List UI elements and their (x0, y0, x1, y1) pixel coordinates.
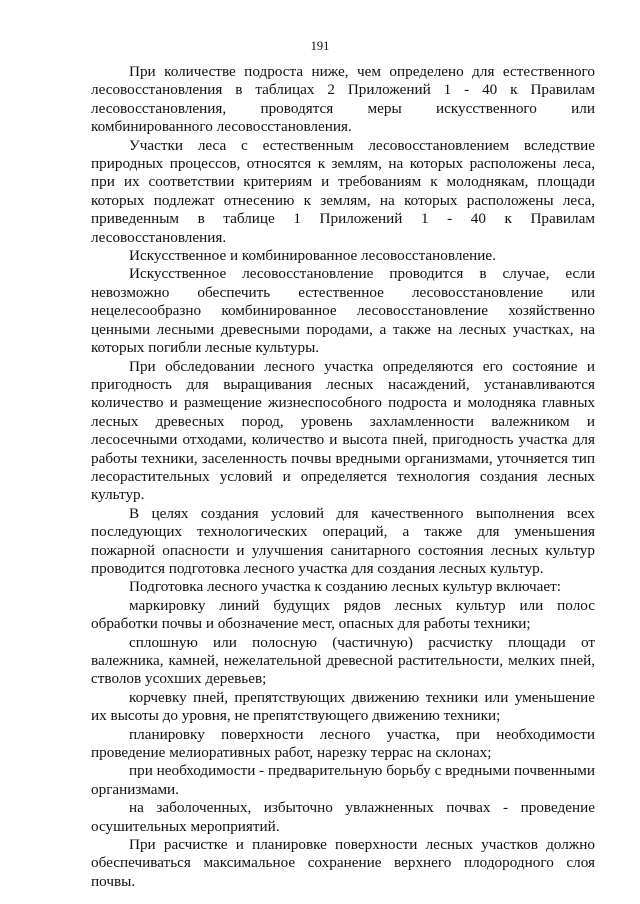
section-heading: Искусственное и комбинированное лесовосстановление. (129, 247, 496, 265)
paragraph: При обследовании лесного участка определяются его состояние и пригодность для выращивания лесных насаждений, устанавливаются количество и размещение жизнеспособного подроста и молодняка главных лесных древесных пород, уровень захламленности валежником и лесосечными отходами, количество и высота пней, пригодность участка для работы техники, заселенность почвы вредными организмами, уточняется тип лесорастительных условий и определяется технология создания лесных культур. (91, 357, 595, 504)
list-item: при необходимости - предварительную борьбу с вредными почвенными организмами. (91, 762, 595, 798)
list-item: на заболоченных, избыточно увлажненных почвах - проведение осушительных мероприятий. (91, 799, 595, 835)
paragraph: При расчистке и планировке поверхности лесных участков должно обеспечиваться максимальное сохранение верхнего плодородного слоя почвы. (91, 836, 595, 890)
body-text (91, 63, 595, 891)
paragraph: Участки леса с естественным лесовосстановлением вследствие природных процессов, относятся к землям, на которых расположены леса, при их соответствии критериям и требованиям к молоднякам, площади которых подлежат отнесению к землям, на которых расположены леса, приведенным в таблице 1 Приложений 1 - 40 к Правилам лесовосстановления. (91, 136, 595, 246)
paragraph: В целях создания условий для качественного выполнения всех последующих технологических операций, а также для уменьшения пожарной опасности и улучшения санитарного состояния лесных культур проводится подготовка лесного участка для создания лесных культур. (91, 504, 595, 577)
list-item: маркировку линий будущих рядов лесных культур или полос обработки почвы и обозначение мест, опасных для работы техники; (91, 596, 595, 633)
list-item: корчевку пней, препятствующих движению техники или уменьшение их высоты до уровня, не препятствующего движению техники; (91, 688, 595, 725)
list-item: планировку поверхности лесного участка, при необходимости проведение мелиоративных работ, нарезку террас на склонах; (91, 725, 595, 762)
paragraph: При количестве подроста ниже, чем определено для естественного лесовосстановления в таблицах 2 Приложений 1 - 40 к Правилам лесовосстановления, проводятся меры искусственного или комбинированного лесовосстановления. (91, 63, 595, 136)
paragraph: Искусственное лесовосстановление проводится в случае, если невозможно обеспечить естественное лесовосстановление или нецелесообразно комбинированное лесовосстановление хозяйственно ценными лесными древесными породами, а также на лесных участках, на которых погибли лесные культуры. (91, 265, 595, 357)
page-number: 191 (310, 39, 330, 53)
list-item: сплошную или полосную (частичную) расчистку площади от валежника, камней, нежелательной древесной растительности, мелких пней, стволов усохших деревьев; (91, 633, 595, 688)
list-intro: Подготовка лесного участка к созданию лесных культур включает: (129, 578, 561, 596)
